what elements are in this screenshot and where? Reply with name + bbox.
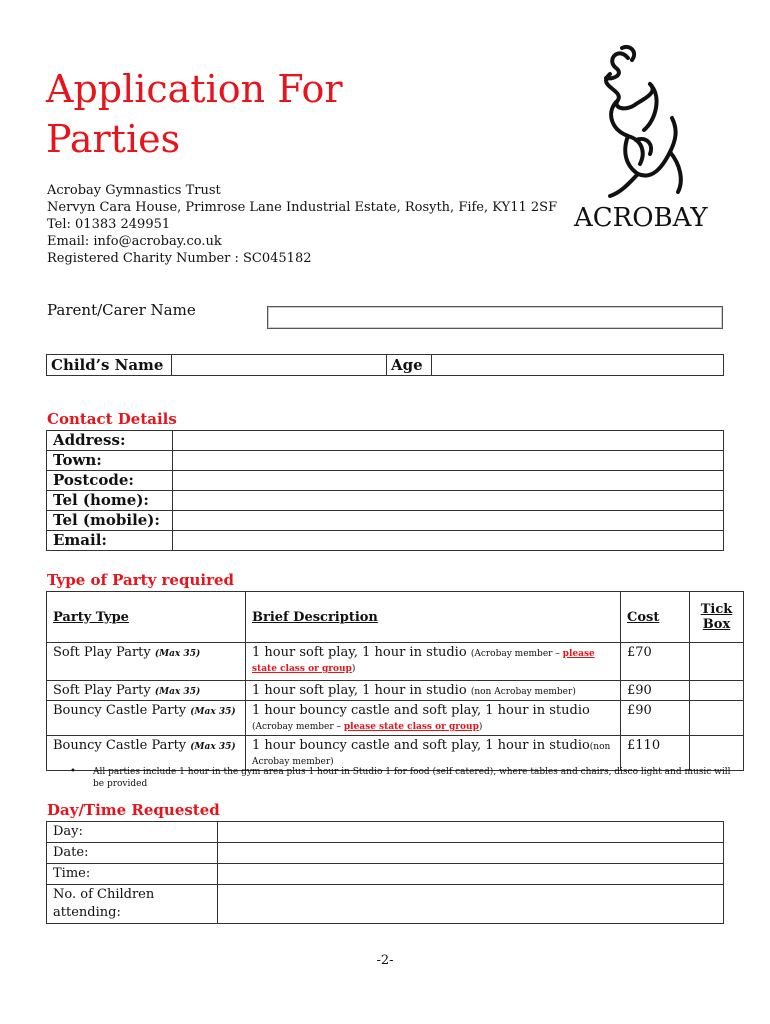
party-note: (non Acrobay member) [252, 742, 611, 767]
tel-home-field[interactable] [173, 491, 724, 511]
acrobay-logo [566, 40, 716, 240]
org-name: Acrobay Gymnastics Trust [47, 183, 221, 198]
day-row [47, 864, 724, 885]
date-field[interactable] [218, 843, 724, 864]
logo-text: ACROBAY [574, 203, 708, 233]
contact-row [47, 431, 724, 451]
parent-label: Parent/Carer Name [47, 301, 196, 319]
tick-box[interactable] [690, 701, 744, 736]
page-title [46, 64, 343, 164]
party-max: (Max 35) [190, 742, 236, 752]
description-header: Brief Description [246, 592, 621, 643]
cost-header: Cost [621, 592, 690, 643]
child-table [46, 354, 724, 376]
party-note: (non Acrobay member) [470, 687, 576, 697]
party-description: 1 hour bouncy castle and soft play, 1 hour in studio [252, 738, 590, 753]
party-table [46, 591, 744, 771]
child-name-field[interactable] [172, 355, 387, 376]
party-header-row [47, 592, 744, 643]
party-row [47, 701, 744, 736]
party-note-end: ) [351, 664, 356, 674]
tel-mobile-label: Tel (mobile): [47, 511, 173, 531]
party-row [47, 643, 744, 681]
party-note-end: ) [478, 722, 483, 732]
party-type: Bouncy Castle Party [53, 703, 187, 718]
party-type-cell [47, 701, 246, 736]
org-address: Nervyn Cara House, Primrose Lane Industrial Estate, Rosyth, Fife, KY11 2SF [47, 200, 558, 215]
tick-box[interactable] [690, 681, 744, 701]
party-max: (Max 35) [190, 707, 236, 717]
party-max: (Max 35) [154, 649, 201, 659]
cost-cell: £110 [621, 736, 690, 771]
tick-header: Tick Box [690, 592, 744, 643]
tel-mobile-field[interactable] [173, 511, 724, 531]
description-cell [246, 643, 621, 681]
title-line-1: Application For [46, 67, 343, 111]
cost-cell: £90 [621, 701, 690, 736]
cost-cell: £90 [621, 681, 690, 701]
postcode-field[interactable] [173, 471, 724, 491]
children-label: No. of Children attending: [47, 885, 218, 924]
day-label: Day: [47, 822, 218, 843]
party-type: Soft Play Party [53, 645, 151, 660]
party-description: 1 hour bouncy castle and soft play, 1 hour in studio [252, 703, 590, 718]
party-note-link: please state class or group [343, 722, 479, 732]
date-label: Date: [47, 843, 218, 864]
contact-table [46, 430, 724, 551]
cost-cell: £70 [621, 643, 690, 681]
postcode-label: Postcode: [47, 471, 173, 491]
parent-name-field[interactable] [267, 306, 723, 329]
party-type-header: Party Type [47, 592, 246, 643]
party-note-text: All parties include 1 hour in the gym area plus 1 hour in Studio 1 for food (self catered), where tables and chairs, disco light and music will be provided [93, 767, 731, 789]
day-field[interactable] [218, 822, 724, 843]
party-row [47, 681, 744, 701]
day-heading: Day/Time Requested [47, 801, 220, 819]
age-label: Age [387, 355, 432, 376]
org-tel: Tel: 01383 249951 [47, 217, 171, 232]
contact-row [47, 451, 724, 471]
org-email: Email: info@acrobay.co.uk [47, 234, 222, 249]
contact-row [47, 491, 724, 511]
town-field[interactable] [173, 451, 724, 471]
day-row [47, 885, 724, 924]
address-field[interactable] [173, 431, 724, 451]
tel-home-label: Tel (home): [47, 491, 173, 511]
party-type-cell [47, 643, 246, 681]
party-note: (Acrobay member – [252, 722, 344, 732]
contact-row [47, 471, 724, 491]
children-field[interactable] [218, 885, 724, 924]
org-charity: Registered Charity Number : SC045182 [47, 251, 312, 266]
bullet-icon: • [70, 766, 76, 777]
party-note: (Acrobay member – [470, 649, 563, 659]
email-field[interactable] [173, 531, 724, 551]
time-field[interactable] [218, 864, 724, 885]
title-line-2: Parties [46, 117, 181, 161]
day-row [47, 843, 724, 864]
party-description: 1 hour soft play, 1 hour in studio [252, 645, 467, 660]
party-note-link: please state class or group [252, 649, 595, 674]
contact-row [47, 531, 724, 551]
party-type-cell [47, 681, 246, 701]
age-field[interactable] [432, 355, 724, 376]
tick-box[interactable] [690, 643, 744, 681]
party-description: 1 hour soft play, 1 hour in studio [252, 683, 467, 698]
org-info [47, 182, 557, 267]
party-type: Bouncy Castle Party [53, 738, 187, 753]
contact-heading: Contact Details [47, 410, 177, 428]
description-cell [246, 701, 621, 736]
contact-row [47, 511, 724, 531]
email-label: Email: [47, 531, 173, 551]
description-cell [246, 681, 621, 701]
party-max: (Max 35) [154, 687, 201, 697]
day-table [46, 821, 724, 924]
address-label: Address: [47, 431, 173, 451]
party-type: Soft Play Party [53, 683, 151, 698]
party-heading: Type of Party required [47, 571, 235, 589]
child-name-label: Child’s Name [47, 355, 172, 376]
time-label: Time: [47, 864, 218, 885]
page-number: -2- [376, 953, 394, 968]
day-row [47, 822, 724, 843]
town-label: Town: [47, 451, 173, 471]
